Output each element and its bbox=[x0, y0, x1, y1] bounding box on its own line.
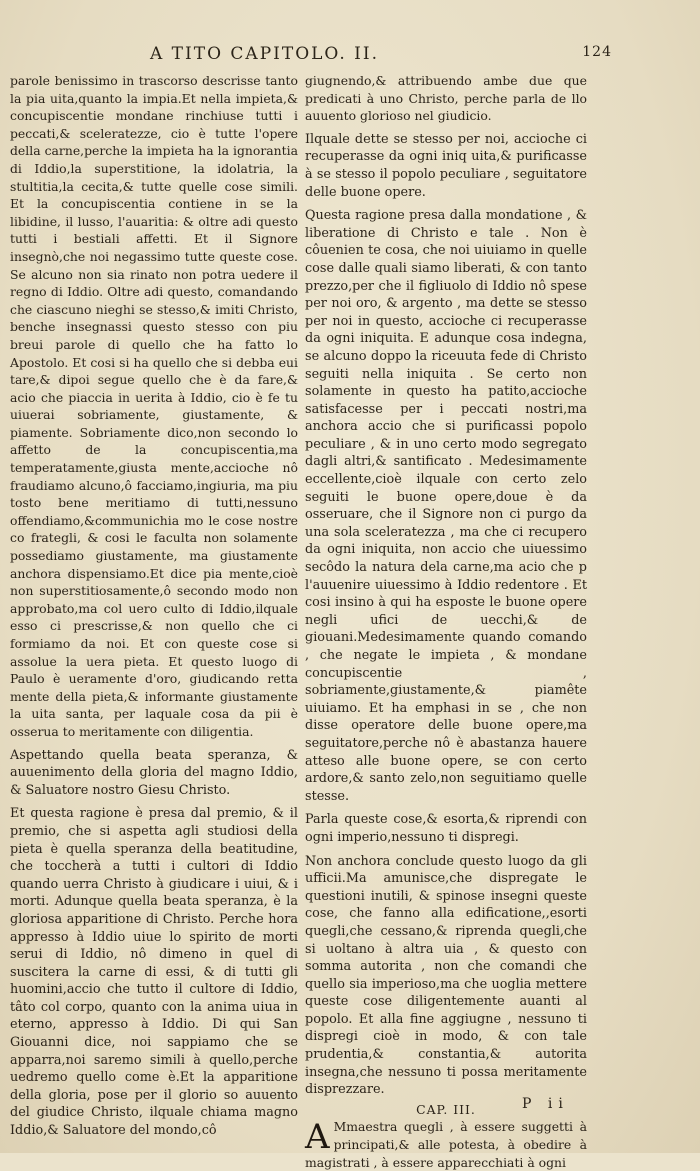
paragraph: Questa ragione presa dalla mondatione , & liberatione di Christo e tale . Non è côuenien te cosa, che noi uiuiamo in quelle cose dalle quali siamo liberati, & con tanto prezzo,per che il figliuolo di Iddio nô spese per noi oro, & argento , ma dette se stesso per noi in questo, accioche ci recuperasse da ogni iniquita. E adunque cosa indegna, se alcuno doppo la riceuuta fede di Christo seguiti nella iniquita . Se certo non solamente in questo ha patito,accioche satisfacesse per i peccati nostri,ma anchora accio che si purificassi popolo peculiare , & in uno certo modo segregato dagli altri,& santificato . Medesimamente eccellente,cioè ilquale con certo zelo seguiti le buone opere,doue è da osseruare, che il Signore non ci purgo da una sola sceleratezza , ma che ci recupero da ogni iniquita, non accio che uiuessimo secôdo la natura dela carne,ma acio che p l'auuenire uiuessimo à Iddio redentore . Et cosi insino à qui ha esposte le buone opere negli ufici de uecchi,& de giouani.Medesimamente quando comando , che negate le impieta , & mondane concupiscentie , sobriamente,giustamente,& piamête uiuiamo. Et ha emphasi in se , che non disse operatore delle buone opere,ma seguitatore,perche nô è abastanza hauere atteso alle buone opere, se con certo ardore,& santo zelo,non seguitiamo quelle stesse. bbox=[305, 208, 587, 804]
signature-mark: P ii bbox=[522, 1096, 569, 1112]
right-column bbox=[305, 72, 587, 1171]
scripture-verse: Aspettando quella beata speranza, & auuenimento della gloria del magno Iddio, & Saluatore nostro Giesu Christo. bbox=[10, 747, 298, 798]
scripture-verse: Parla queste cose,& esorta,& riprendi con ogni imperio,nessuno ti dispregi. bbox=[305, 812, 587, 845]
paragraph: giugnendo,& attribuendo ambe due que predicati à uno Christo, perche parla de llo auuento glorioso nel giudicio. bbox=[305, 73, 587, 124]
running-header bbox=[150, 44, 630, 64]
folio-number: 124 bbox=[582, 44, 612, 60]
scripture-verse: Ilquale dette se stesso per noi, accioche ci recuperasse da ogni iniq uita,& purificasse à se stesso il popolo peculiare , seguitatore delle buone opere. bbox=[305, 131, 587, 200]
left-column bbox=[10, 72, 298, 1140]
chapter-heading: CAP. III. bbox=[416, 1101, 476, 1117]
paragraph: Non anchora conclude questo luogo da gli ufficii.Ma amunisce,che dispregate le questioni inutili, & spinose insegni queste cose, che fanno alla edificatione,,esorti quegli,che cessano,& riprenda quegli,che si uoltano à altra uia , & questo con somma autorita , non che comandi che quello sia imperioso,ma che uoglia mettere queste cose diligentemente auanti al popolo. Et alla fine aggiugne , nessuno ti dispregi cioè in modo, & con tale prudentia,& constantia,& autorita insegna,che nessuno ti possa meritamente disprezzare. bbox=[305, 853, 587, 1098]
chapter-opening bbox=[305, 1118, 587, 1171]
page-heading: A TITO CAPITOLO. II. bbox=[150, 44, 380, 64]
chapter-opening-text: Mmaestra quegli , à essere suggetti à principati,& alle potesta, à obedire à magistrati , à essere apparecchiati à ogni bbox=[305, 1119, 587, 1170]
drop-capital: A bbox=[305, 1117, 330, 1158]
paragraph: Et questa ragione è presa dal premio, & il premio, che si aspetta agli studiosi della pieta è quella speranza della beatitudine, che toccherà a tutti i cultori di Iddio quando uerra Christo à giudicare i uiui, & i morti. Adunque quella beata speranza, è la gloriosa apparitione di Christo. Perche hora appresso à Iddio uiue lo spirito de morti serui di Iddio, nô dimeno in quel di suscitera la carne di essi, & di tutti gli huomini,accio che tutto il cultore di Iddio, tâto col corpo, quanto con la anima uiua in eterno, appresso à Iddio. Di qui San Giouanni dice, noi sappiamo che se apparra,noi saremo simili à quello,perche uedremo quello come è.Et la apparitione della gloria, pose per il glorio so auuento del giudice Christo, ilquale chiama magno Iddio,& Saluatore del mondo,cô bbox=[10, 806, 298, 1139]
paragraph: parole benissimo in trascorso descrisse tanto la pia uita,quanto la impia.Et nella impieta,& concupiscentie mondane rinchiuse tutti i peccati,& sceleratezze, cio è tutte l'opere della carne,perche la impieta ha la ignorantia di Iddio,la superstitione, la idolatria, la stultitia,la cecita,& tutte quelle cose simili. Et la concupiscentia contiene in se la libidine, il lusso, l'auaritia: & oltre adi questo tutti i bestiali affetti. Et il Signore insegnò,che noi negassimo tutte queste cose. Se alcuno non sia rinato non potra uedere il regno di Iddio. Oltre adi questo, comandando che ciascuno nieghi se stesso,& imiti Christo, benche insegnassi questo stesso con piu breui parole di quello che ha fatto lo Apostolo. Et cosi si ha quello che si debba eui tare,& dipoi segue quello che è da fare,& acio che piaccia in uerita à Iddio, cio è fe tu uiuerai sobriamente, giustamente, & piamente. Sobriamente dico,non secondo lo affetto de la concupiscentia,ma temperatamente,giusta mente,accioche nô fraudiamo alcuno,ô facciamo,ingiuria, ma piu tosto bene meritiamo di tutti,nessuno offendiamo,&communichia mo le cose nostre co frategli, & cosi le faculta non solamente possediamo giustamente, ma giustamente anchora dispensiamo.Et dice pia mente,cioè non superstitiosamente,ô secondo modo non approbato,ma col uero culto di Iddio,ilquale esso ci prescrisse,& non quello che ci formiamo da noi. Et con queste cose si assolue la uera pieta. Et questo luogo di Paulo è ueramente d'oro, giudicando retta mente della pieta,& informante giustamente la uita santa, per laquale cosa da pii è osserua to meritamente con diligentia. bbox=[10, 73, 298, 739]
